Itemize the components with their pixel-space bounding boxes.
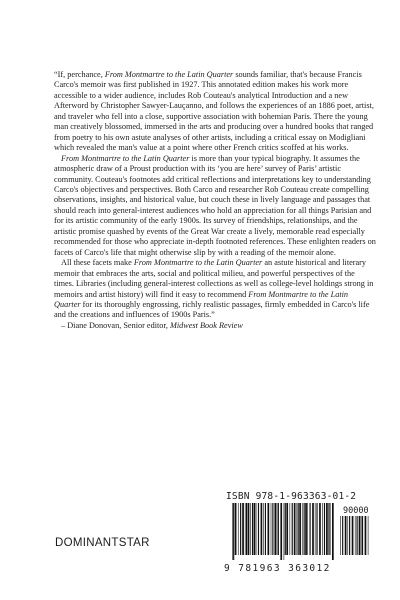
barcode-bar (246, 503, 247, 555)
review-text: is more than your typical biography. It assumes the atmospheric draw of a Proust production with its ‘you are here’ survey of Paris’ artistic community. Couteau's footnotes add critical reflections and interpretations key to understanding Carco's objectives and perspectives. Both Carco and researcher Rob Couteau create compelling observations, insights, and historical value, but couch these in lively language and passages that should reach into general-interest audiences who hold an appreciation for all things Parisian and for its artistic community of the early 1900s. Its survey of friendships, relationships, and the artistic promise quashed by events of the Great War create a lively, memorable read especially recommended for those who appreciate in-depth footnoted references. These enlighten readers on facets of Carco's life that might otherwise slip by with a reading of the memoir alone. (54, 153, 376, 257)
barcode-bar (349, 516, 350, 555)
barcode-bar (297, 503, 298, 555)
barcode-bar (365, 516, 367, 555)
barcode-bar (261, 503, 263, 555)
barcode-bar (310, 503, 311, 555)
barcode-bar (342, 516, 343, 555)
barcode-bar (240, 503, 241, 555)
barcode-bar (361, 516, 362, 555)
barcode-bar (268, 503, 270, 555)
barcode-bar (359, 516, 361, 555)
barcode-bar (315, 503, 316, 555)
review-text: “If, perchance, (54, 70, 105, 79)
barcode-bar (290, 503, 291, 555)
barcode-bar (232, 503, 233, 560)
review-text: All these facets make (61, 258, 134, 268)
barcode-bar (252, 503, 253, 555)
barcode-bar (355, 516, 356, 555)
review-paragraph-2 (54, 154, 376, 259)
review-text: for its thoroughly engrossing, richly realistic passages, firmly embedded in Carco's life and the creations and influences of 1900s Paris.” (54, 299, 370, 320)
barcode-bar (299, 503, 301, 555)
barcode-bar (329, 503, 330, 555)
barcode-bar (235, 503, 237, 555)
barcode-bar (352, 516, 354, 555)
barcode-bar (265, 503, 266, 555)
barcode-bar (285, 503, 286, 555)
barcode-bar (248, 503, 250, 555)
barcode-bar (368, 516, 369, 555)
barcode-bar (362, 516, 363, 555)
barcode-bar (263, 503, 264, 555)
barcode-bar (286, 503, 288, 555)
barcode-bar (294, 503, 296, 555)
barcode-bar (298, 503, 299, 555)
barcode-bar (274, 503, 276, 555)
barcode-bar (277, 503, 278, 555)
publisher-logo: DOMINANTSTAR (55, 537, 150, 549)
barcode-bar (302, 503, 303, 555)
price-code: 90000 (343, 506, 369, 516)
reviewer-name: – Diane Donovan, Senior editor, (61, 320, 170, 330)
price-barcode (340, 516, 370, 560)
book-title: From Montmartre to the Latin Quarter (54, 289, 349, 309)
barcode-bar (316, 503, 317, 555)
barcode-bar (332, 503, 334, 560)
book-title: From Montmartre to the Latin Quarter (104, 70, 234, 79)
barcode-bar (256, 503, 257, 555)
review-paragraph-3 (54, 258, 376, 321)
barcode-bar (322, 503, 323, 555)
barcode-bar (254, 503, 256, 555)
barcode-bar (233, 503, 234, 560)
barcode-bar (324, 503, 325, 555)
barcode-bar (305, 503, 307, 555)
book-title: From Montmartre to the Latin Quarter (61, 153, 190, 163)
barcode-bar (280, 503, 282, 560)
review-text: sounds familiar, that's because Francis Carco's memoir was first published in 1927. This annotated edition makes his work more accessible to a wider audience, includes Rob Couteau's analytical Introduction and a new Afterword by Christopher Sawyer-Lauçanno, and follows the experiences of an 1886 poet, artist, and traveler who fell into a close, supportive association with bohemian Paris. There the young man creatively blossomed, immersed in the arts and producing over a hundred books that ranged from poetry to his own astute analyses of other artists, including a critical essay on Modigliani which revealed the man's value at a point where other French critics scoffed at his works. (54, 70, 374, 153)
barcode-bar (326, 503, 328, 555)
isbn-barcode (232, 503, 334, 560)
barcode-number: 9 781963 363012 (224, 563, 331, 574)
barcode-bar (340, 516, 341, 555)
barcode-bar (271, 503, 272, 555)
barcode-bar (347, 516, 348, 555)
barcode-bar (238, 503, 239, 555)
barcode-bar (272, 503, 273, 555)
barcode-bar (328, 503, 329, 555)
barcode-bar (304, 503, 305, 555)
barcode-bar (292, 503, 293, 555)
barcode-bar (284, 503, 285, 560)
barcode-bar (242, 503, 244, 555)
book-title: From Montmartre to the Latin Quarter (133, 258, 263, 268)
publication-name: Midwest Book Review (169, 320, 243, 330)
barcode-bar (245, 503, 246, 555)
barcode-bar (312, 503, 314, 555)
barcode-bar (319, 503, 321, 555)
barcode-bar (258, 503, 259, 555)
review-text: an astute historical and literary memoir that embraces the arts, social and political milieu, and powerful perspectives of the times. Libraries (including general-interest collections as well as college-level holdings strong in memoirs and artist history) will find it easy to recommend (54, 258, 374, 299)
review-paragraph-1 (54, 70, 376, 154)
barcode-bar (250, 503, 251, 555)
review-attribution (54, 321, 376, 331)
barcode-bar (357, 516, 358, 555)
barcode-bar (307, 503, 308, 555)
isbn-label: ISBN 978-1-963363-01-2 (226, 491, 357, 502)
barcode-bar (345, 516, 347, 555)
barcode-bar (278, 503, 279, 555)
review-text-block (54, 70, 376, 331)
